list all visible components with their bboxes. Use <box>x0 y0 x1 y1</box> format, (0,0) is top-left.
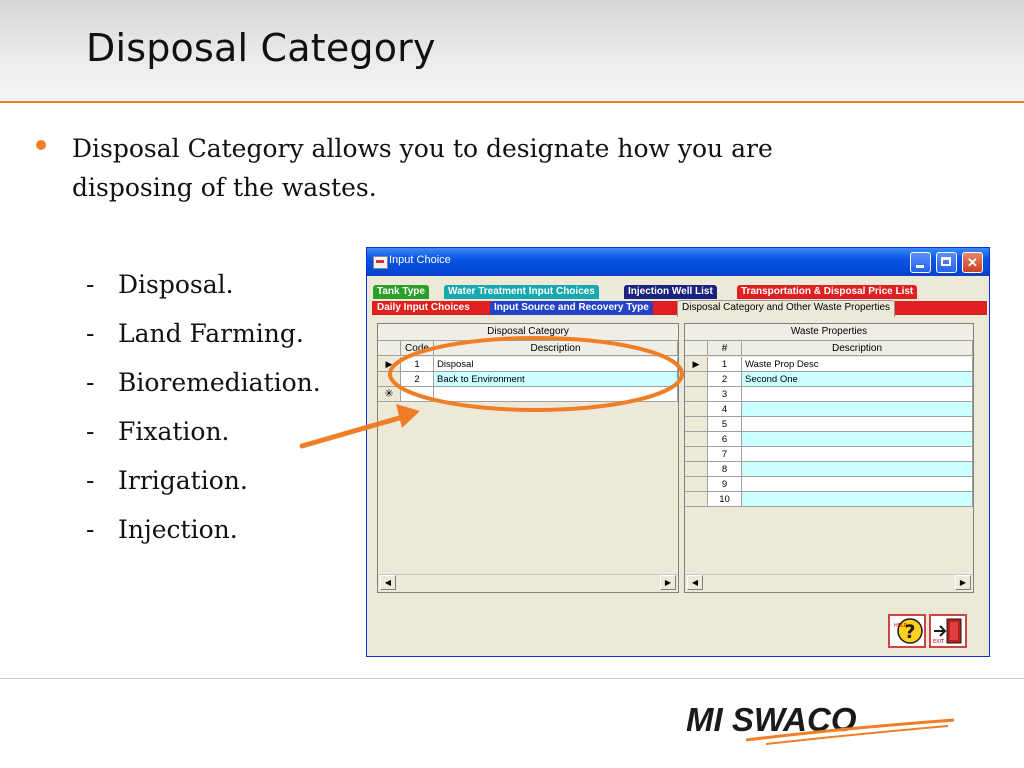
number-cell[interactable]: 4 <box>708 402 742 417</box>
window-title: Input Choice <box>389 254 451 266</box>
svg-text:HELP: HELP <box>894 623 907 629</box>
number-cell[interactable]: 3 <box>708 387 742 402</box>
scroll-left-icon[interactable]: ◀ <box>687 575 703 590</box>
tab-transportation-price-list[interactable]: Transportation & Disposal Price List <box>737 285 917 299</box>
close-button[interactable]: ✕ <box>962 252 983 273</box>
number-cell[interactable]: 2 <box>708 372 742 387</box>
pointer-arrow-shaft <box>302 416 406 446</box>
description-cell[interactable]: Waste Prop Desc <box>742 357 973 372</box>
number-cell[interactable]: 8 <box>708 462 742 477</box>
row-pointer-icon: ▶ <box>685 357 708 372</box>
tab-input-source-recovery[interactable]: Input Source and Recovery Type <box>490 301 653 315</box>
description-cell[interactable]: Second One <box>742 372 973 387</box>
new-row-icon: ✳ <box>378 387 401 402</box>
tab-injection-well-list[interactable]: Injection Well List <box>624 285 717 299</box>
tab-daily-input-choices[interactable]: Daily Input Choices <box>373 301 474 315</box>
dash: - <box>86 368 95 397</box>
slide-title: Disposal Category <box>86 26 436 70</box>
list-item-label: Injection. <box>118 515 238 544</box>
dash: - <box>86 270 95 299</box>
scroll-right-icon[interactable]: ▶ <box>955 575 971 590</box>
footer-divider <box>0 678 1024 679</box>
dash: - <box>86 417 95 446</box>
grid-caption: Disposal Category <box>378 324 678 341</box>
number-cell[interactable]: 10 <box>708 492 742 507</box>
scroll-right-icon[interactable]: ▶ <box>660 575 676 590</box>
description-cell[interactable]: Disposal <box>434 357 678 372</box>
code-cell[interactable]: 1 <box>401 357 434 372</box>
number-cell[interactable]: 1 <box>708 357 742 372</box>
number-cell[interactable]: 9 <box>708 477 742 492</box>
svg-text:MI SWACO: MI SWACO <box>686 701 857 738</box>
column-header-number[interactable]: # <box>708 341 742 356</box>
tab-tank-type[interactable]: Tank Type <box>373 285 429 299</box>
logo-icon <box>686 698 956 750</box>
list-item-label: Disposal. <box>118 270 234 299</box>
column-header-code[interactable]: Code <box>401 341 434 356</box>
dash: - <box>86 466 95 495</box>
number-cell[interactable]: 7 <box>708 447 742 462</box>
tab-disposal-category[interactable]: Disposal Category and Other Waste Properties <box>677 300 895 317</box>
scroll-left-icon[interactable]: ◀ <box>380 575 396 590</box>
dash: - <box>86 515 95 544</box>
list-item-label: Fixation. <box>118 417 230 446</box>
column-header-description[interactable]: Description <box>434 341 678 356</box>
svg-text:?: ? <box>904 621 916 643</box>
highlight-ellipse <box>390 338 682 410</box>
svg-text:EXIT: EXIT <box>933 639 945 645</box>
list-item-label: Land Farming. <box>118 319 304 348</box>
number-cell[interactable]: 5 <box>708 417 742 432</box>
mi-swaco-logo <box>686 698 956 750</box>
list-item-label: Irrigation. <box>118 466 248 495</box>
code-cell[interactable]: 2 <box>401 372 434 387</box>
row-pointer-icon: ▶ <box>378 357 401 372</box>
grid-caption: Waste Properties <box>685 324 973 341</box>
number-cell[interactable]: 6 <box>708 432 742 447</box>
dash: - <box>86 319 95 348</box>
bullet-text: Disposal Category allows you to designate how you are disposing of the wastes. <box>72 134 773 202</box>
description-cell[interactable]: Back to Environment <box>434 372 678 387</box>
tab-water-treatment[interactable]: Water Treatment Input Choices <box>444 285 599 299</box>
pointer-arrow-head <box>396 404 420 428</box>
column-header-description[interactable]: Description <box>742 341 973 356</box>
list-item-label: Bioremediation. <box>118 368 321 397</box>
